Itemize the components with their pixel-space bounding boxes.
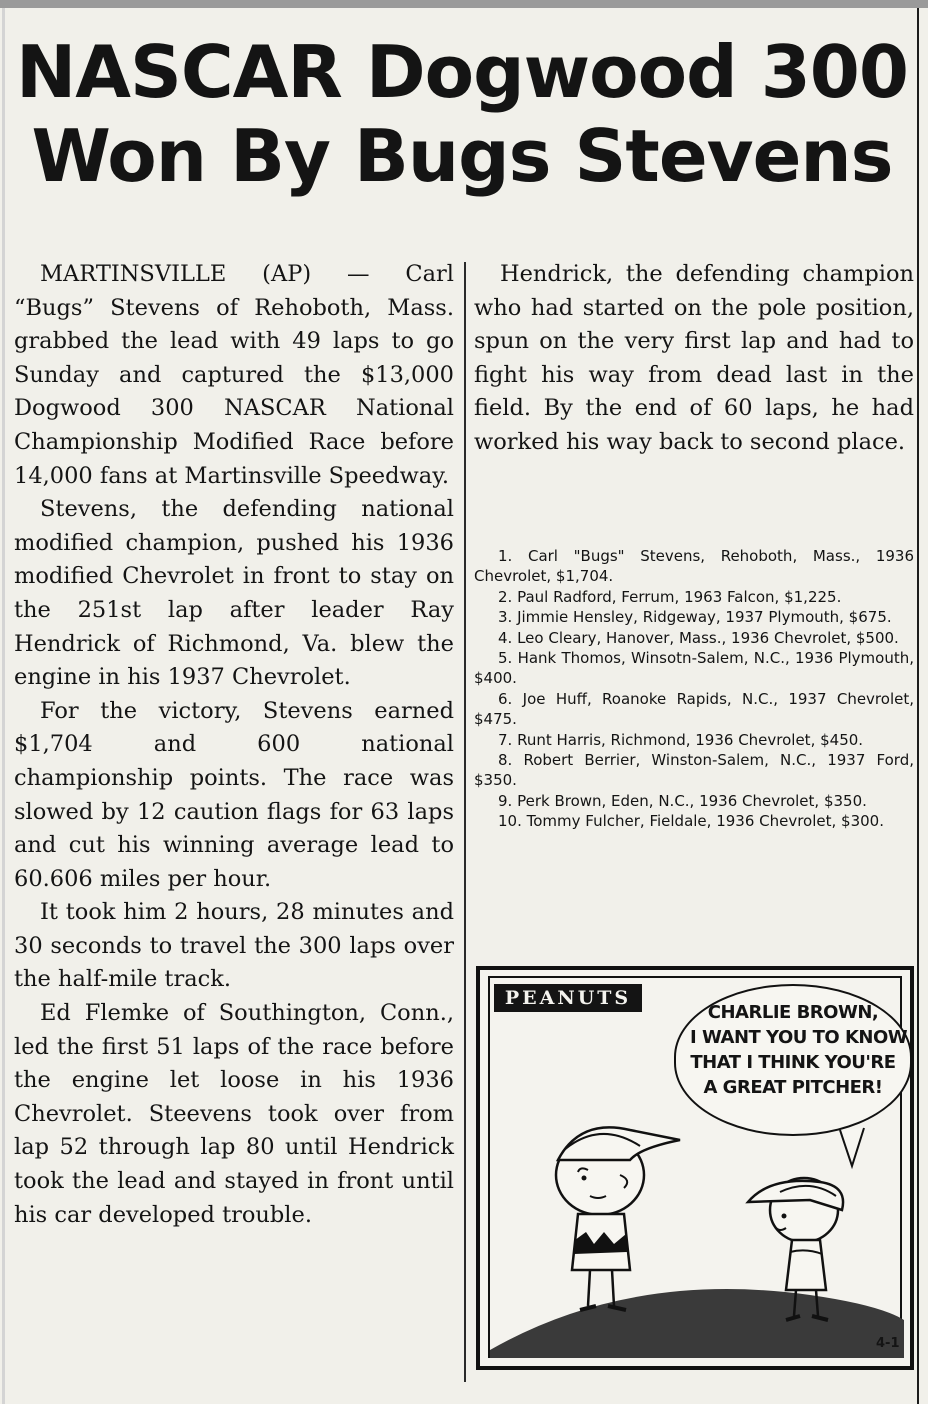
charlie-brown-figure xyxy=(556,1127,680,1310)
dialogue-line: THAT I THINK YOU'RE xyxy=(690,1052,896,1073)
result-item: 4. Leo Cleary, Hanover, Mass., 1936 Chevrolet, $500. xyxy=(498,628,899,647)
article-paragraph: MARTINSVILLE (AP) — Carl “Bugs” Stevens of Rehoboth, Mass. grabbed the lead with 49 laps to go Sunday and captured the $13,000 Dogwood 300 NASCAR National Championship Modified Race before 14,000 fans at Martinsville Speedway. xyxy=(14,261,454,489)
column-divider xyxy=(464,262,466,1382)
result-item: 9. Perk Brown, Eden, N.C., 1936 Chevrolet, $350. xyxy=(498,791,867,810)
peanuts-comic-strip xyxy=(476,966,914,1370)
result-item: 3. Jimmie Hensley, Ridgeway, 1937 Plymouth, $675. xyxy=(498,608,892,627)
headline-line-1: NASCAR Dogwood 300 xyxy=(15,30,909,114)
result-item: 2. Paul Radford, Ferrum, 1963 Falcon, $1,225. xyxy=(498,587,842,606)
left-margin-rule xyxy=(2,8,5,1404)
comic-date: 4-1 xyxy=(876,1336,900,1351)
result-item: 7. Runt Harris, Richmond, 1936 Chevrolet, $450. xyxy=(498,730,864,749)
article-paragraph: For the victory, Stevens earned $1,704 and 600 national championship points. The race was slowed by 12 caution flags for 63 laps and cut his winning average lead to 60.606 miles per hour. xyxy=(14,697,454,892)
result-item: 6. Joe Huff, Roanoke Rapids, N.C., 1937 Chevrolet, $475. xyxy=(474,689,914,729)
result-item: 5. Hank Thomos, Winsotn-Salem, N.C., 1936 Plymouth, $400. xyxy=(474,649,914,688)
race-results-list xyxy=(474,546,914,832)
dialogue-line: I WANT YOU TO KNOW xyxy=(690,1027,908,1048)
article-paragraph: It took him 2 hours, 28 minutes and 30 seconds to travel the 300 laps over the half-mile track. xyxy=(14,899,454,993)
dialogue-line: A GREAT PITCHER! xyxy=(703,1077,883,1098)
headline xyxy=(12,30,912,198)
article-paragraph: Hendrick, the defending champion who had started on the pole position, spun on the very first lap and had to fight his way from dead last in the field. By the end of 60 laps, he had worked his way back to second place. xyxy=(474,261,914,455)
speech-balloon-tail xyxy=(840,1128,864,1166)
pitchers-mound xyxy=(490,1289,904,1358)
result-item: 8. Robert Berrier, Winston-Salem, N.C., 1937 Ford, $350. xyxy=(474,751,914,790)
article-right-column xyxy=(474,258,914,460)
result-item: 1. Carl "Bugs" Stevens, Rehoboth, Mass., 1936 Chevrolet, $1,704. xyxy=(474,547,914,586)
article-paragraph: Ed Flemke of Southington, Conn., led the first 51 laps of the race before the engine let loose in his 1936 Chevrolet. Steevens took over from lap 52 through lap 80 until Hendrick took the lead and stayed in front until his car developed trouble. xyxy=(14,1000,454,1228)
speech-balloon-text xyxy=(690,1000,908,1100)
top-border xyxy=(0,0,928,8)
peanuts-logo: PEANUTS xyxy=(494,984,642,1012)
article-left-column xyxy=(14,258,454,1232)
article-paragraph: Stevens, the defending national modified champion, pushed his 1936 modified Chevrolet in front to stay on the 251st lap after leader Ray Hendrick of Richmond, Va. blew the engine in his 1937 Chevrolet. xyxy=(14,496,454,691)
dialogue-line: CHARLIE BROWN, xyxy=(707,1002,879,1023)
headline-line-2: Won By Bugs Stevens xyxy=(31,114,893,198)
right-margin-rule xyxy=(917,8,919,1404)
result-item: 10. Tommy Fulcher, Fieldale, 1936 Chevrolet, $300. xyxy=(498,812,884,831)
